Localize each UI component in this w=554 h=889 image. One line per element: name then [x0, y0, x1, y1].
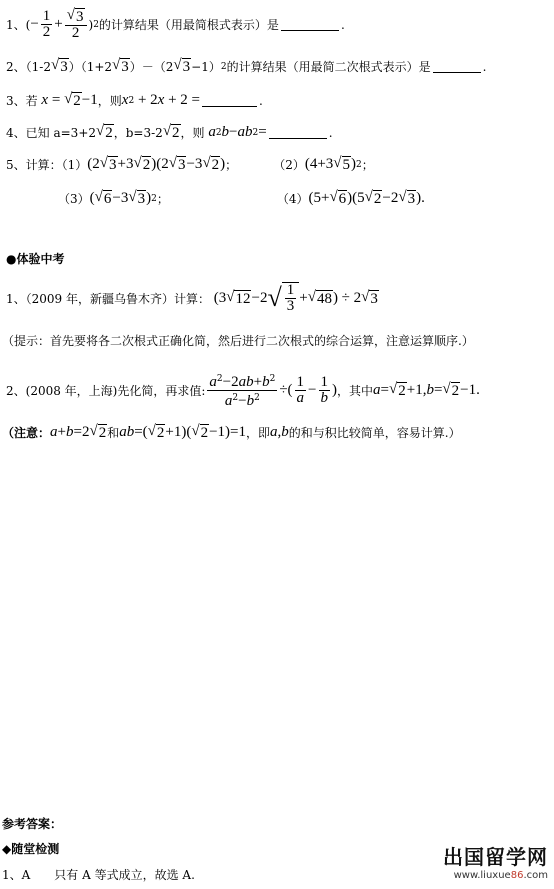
answer-1: 1、A 只有 A 等式成立，故选 A.: [2, 868, 195, 882]
question-3: 3 、 若 x = √ 2 −1 ，则 x 2 + 2 x + 2 = .: [6, 91, 263, 109]
q1-blank: [281, 18, 339, 31]
e2-main-fraction: $\frac{a^2-2ab+b^2}{a^2-b^2}$: [209, 374, 276, 409]
q1-fraction-half: $\frac{1}{2}$: [42, 8, 51, 40]
section-exam-heading: ●体验中考: [6, 252, 65, 266]
question-5-part-2: （3） ( √ 6 −3 √ 3 ) 2 ； （4） (5+ √ 6 )(5 √ 2 −2 √ 3 ).: [58, 189, 425, 207]
q1-fraction-root3: √ 3 2: [65, 8, 87, 41]
logo-text: 出国留学网: [443, 845, 548, 869]
q1-number: 1: [6, 17, 14, 32]
q2-blank: [433, 60, 481, 73]
logo-url: www.liuxue86.com: [453, 870, 548, 881]
q2-text: 的计算结果（用最简二次根式表示）是: [226, 60, 431, 74]
question-4: 4 、 已知 a=3+2 √ 2 ，b=3-2 √ 2 ，则 a 2 b − ab 2 = .: [6, 123, 333, 141]
answers-title: 参考答案：: [2, 817, 63, 831]
q1-text: 的计算结果（用最简根式表示）是: [98, 18, 279, 32]
note-text: （注意： a + b =2 √ 2 和 ab =( √ 2 +1)( √ 2 −1)=1 ，即 a , b 的和与积比较简单，容易计算.）: [2, 423, 461, 441]
exam-question-2: 2、(2008 年，上海)先化简，再求值: $\frac{a^2-2ab+b^2}{a^2-b^2}$ ÷( $\frac{1}{a}$ − $\frac{1}{b}$ ) ，其中 a = √ 2 +1, b = √ 2 −1.: [6, 374, 480, 409]
answers-section-heading: ◆随堂检测: [2, 842, 60, 856]
q4-blank: [269, 126, 327, 139]
q3-blank: [202, 94, 257, 107]
exam-question-1: 1、（2009 年，新疆乌鲁木齐）计算： (3 √ 12 −2 √ $\frac{1}{3}$ + √ 48 ) ÷ 2 √ 3: [6, 282, 378, 314]
site-logo: [443, 841, 548, 881]
question-2: 2 、（1-2 √ 3 ）（1+2 √ 3 ）－（2 √ 3 −1） 2 的计算结果（用最简二次根式表示）是 .: [6, 57, 487, 75]
question-5: 5 、 计算：（1） (2 √ 3 +3 √ 2 )(2 √ 3 −3 √ 2 ) ； （2） (4+3 √ 5 ) 2 ；: [6, 155, 374, 173]
hint-text: （提示：首先要将各二次根式正确化简，然后进行二次根式的综合运算，注意运算顺序.）: [2, 334, 474, 348]
question-1: 1 、( − $\frac{1}{2}$ + √ 3 2 ) 2 的计算结果（用最简根式表示）是 .: [6, 7, 345, 41]
